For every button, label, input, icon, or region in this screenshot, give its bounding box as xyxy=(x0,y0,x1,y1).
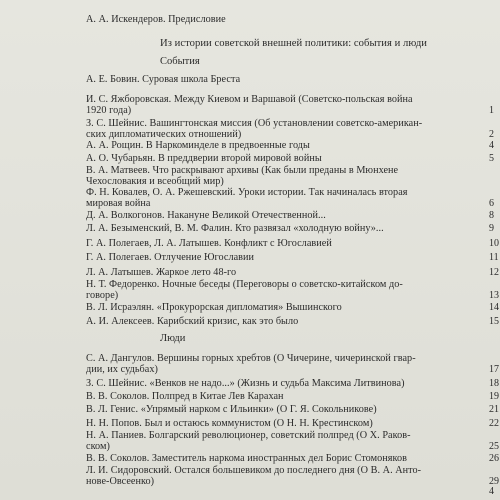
toc-entry-line: говоре) xyxy=(86,290,119,301)
toc-page-number: 22 xyxy=(489,418,499,429)
page-number: 4 xyxy=(489,486,494,497)
toc-page-number: 4 xyxy=(489,140,494,151)
toc-entry-line: Л. А. Латышев. Жаркое лето 48-го xyxy=(86,267,237,278)
toc-entry-line: дии, их судьбах) xyxy=(86,364,158,375)
toc-page-number: 26 xyxy=(489,453,499,464)
toc-page-number: 10 xyxy=(489,238,499,249)
toc-entry-line: Чехословакия и всеобщий мир) xyxy=(86,176,224,187)
toc-entry-line: В. А. Матвеев. Что раскрывают архивы (Как были преданы в Мюнхене xyxy=(86,165,399,176)
toc-entry-line: В. В. Соколов. Полпред в Китае Лев Карахан xyxy=(86,391,284,402)
toc-page-number: 18 xyxy=(489,378,499,389)
toc-page-number: 14 xyxy=(489,302,499,313)
toc-entry-line: нове-Овсеенко) xyxy=(86,476,155,487)
toc-entry-line: В. Л. Генис. «Упрямый нарком с Ильинки» (О Г. Я. Сокольникове) xyxy=(86,404,377,415)
toc-entry-line: А. И. Алексеев. Карибский кризис, как это было xyxy=(86,316,299,327)
toc-page-number: 11 xyxy=(489,252,499,263)
toc-page-number: 19 xyxy=(489,391,499,402)
toc-entry-line: мировая война xyxy=(86,198,151,209)
toc-entry-line: С. А. Дангулов. Вершины горных хребтов (О Чичерине, чичеринской гвар- xyxy=(86,353,416,364)
toc-entry-line: Ф. Н. Ковалев, О. А. Ржешевский. Уроки истории. Так начиналась вторая xyxy=(86,187,408,198)
toc-page-number: 13 xyxy=(489,290,499,301)
section-heading-people: Люди xyxy=(160,333,186,344)
foreword-entry: А. А. Искендеров. Предисловие xyxy=(86,14,226,25)
toc-entry-line: ских дипломатических отношений) xyxy=(86,129,242,140)
toc-page-number: 2 xyxy=(489,129,494,140)
toc-entry-line: А. О. Чубарьян. В преддверии второй мировой войны xyxy=(86,153,322,164)
toc-page-number: 6 xyxy=(489,198,494,209)
toc-page-number: 15 xyxy=(489,316,499,327)
toc-page-number: 17 xyxy=(489,364,499,375)
toc-entry-line: Г. А. Полегаев. Отлучение Югославии xyxy=(86,252,255,263)
toc-entry-line: И. С. Яжборовская. Между Киевом и Варшавой (Советско-польская война xyxy=(86,94,413,105)
toc-page-number: 8 xyxy=(489,210,494,221)
toc-entry-line: В. Л. Исраэлян. «Прокурорская дипломатия» Вышинского xyxy=(86,302,342,313)
toc-entry-line: З. С. Шейнис. Вашингтонская миссия (Об установлении советско-американ- xyxy=(86,118,423,129)
toc-page-number: 25 xyxy=(489,441,499,452)
section-heading-events: События xyxy=(160,56,200,67)
part-title: Из истории советской внешней политики: события и люди xyxy=(160,38,427,49)
toc-entry-line: Л. А. Безыменский, В. М. Фалин. Кто развязал «холодную войну»... xyxy=(86,223,384,234)
toc-page-number: 29 xyxy=(489,476,499,487)
toc-entry-line: 1920 года) xyxy=(86,105,132,116)
toc-entry-line: Д. А. Волкогонов. Накануне Великой Отечественной... xyxy=(86,210,326,221)
toc-entry-line: А. Е. Бовин. Суровая школа Бреста xyxy=(86,74,241,85)
toc-entry-line: Г. А. Полегаев, Л. А. Латышев. Конфликт с Югославией xyxy=(86,238,332,249)
toc-entry-line: Н. Н. Попов. Был и остаюсь коммунистом (О Н. Н. Крестинском) xyxy=(86,418,373,429)
toc-entry-line: З. С. Шейнис. «Венков не надо...» (Жизнь и судьба Максима Литвинова) xyxy=(86,378,405,389)
toc-entry-line: Н. А. Паниев. Болгарский революционер, советский полпред (О Х. Раков- xyxy=(86,430,411,441)
toc-page-number: 21 xyxy=(489,404,499,415)
toc-entry-line: Н. Т. Федоренко. Ночные беседы (Переговоры о советско-китайском до- xyxy=(86,279,403,290)
toc-entry-line: В. В. Соколов. Заместитель наркома иностранных дел Борис Стомоняков xyxy=(86,453,407,464)
toc-entry-line: ском) xyxy=(86,441,110,452)
toc-entry-line: А. А. Рощин. В Наркоминделе в предвоенные годы xyxy=(86,140,310,151)
toc-entry-line: Л. И. Сидоровский. Остался большевиком до последнего дня (О В. А. Анто- xyxy=(86,465,422,476)
toc-page-number: 12 xyxy=(489,267,499,278)
toc-page-number: 1 xyxy=(489,105,494,116)
toc-page-number: 9 xyxy=(489,223,494,234)
toc-page-number: 5 xyxy=(489,153,494,164)
